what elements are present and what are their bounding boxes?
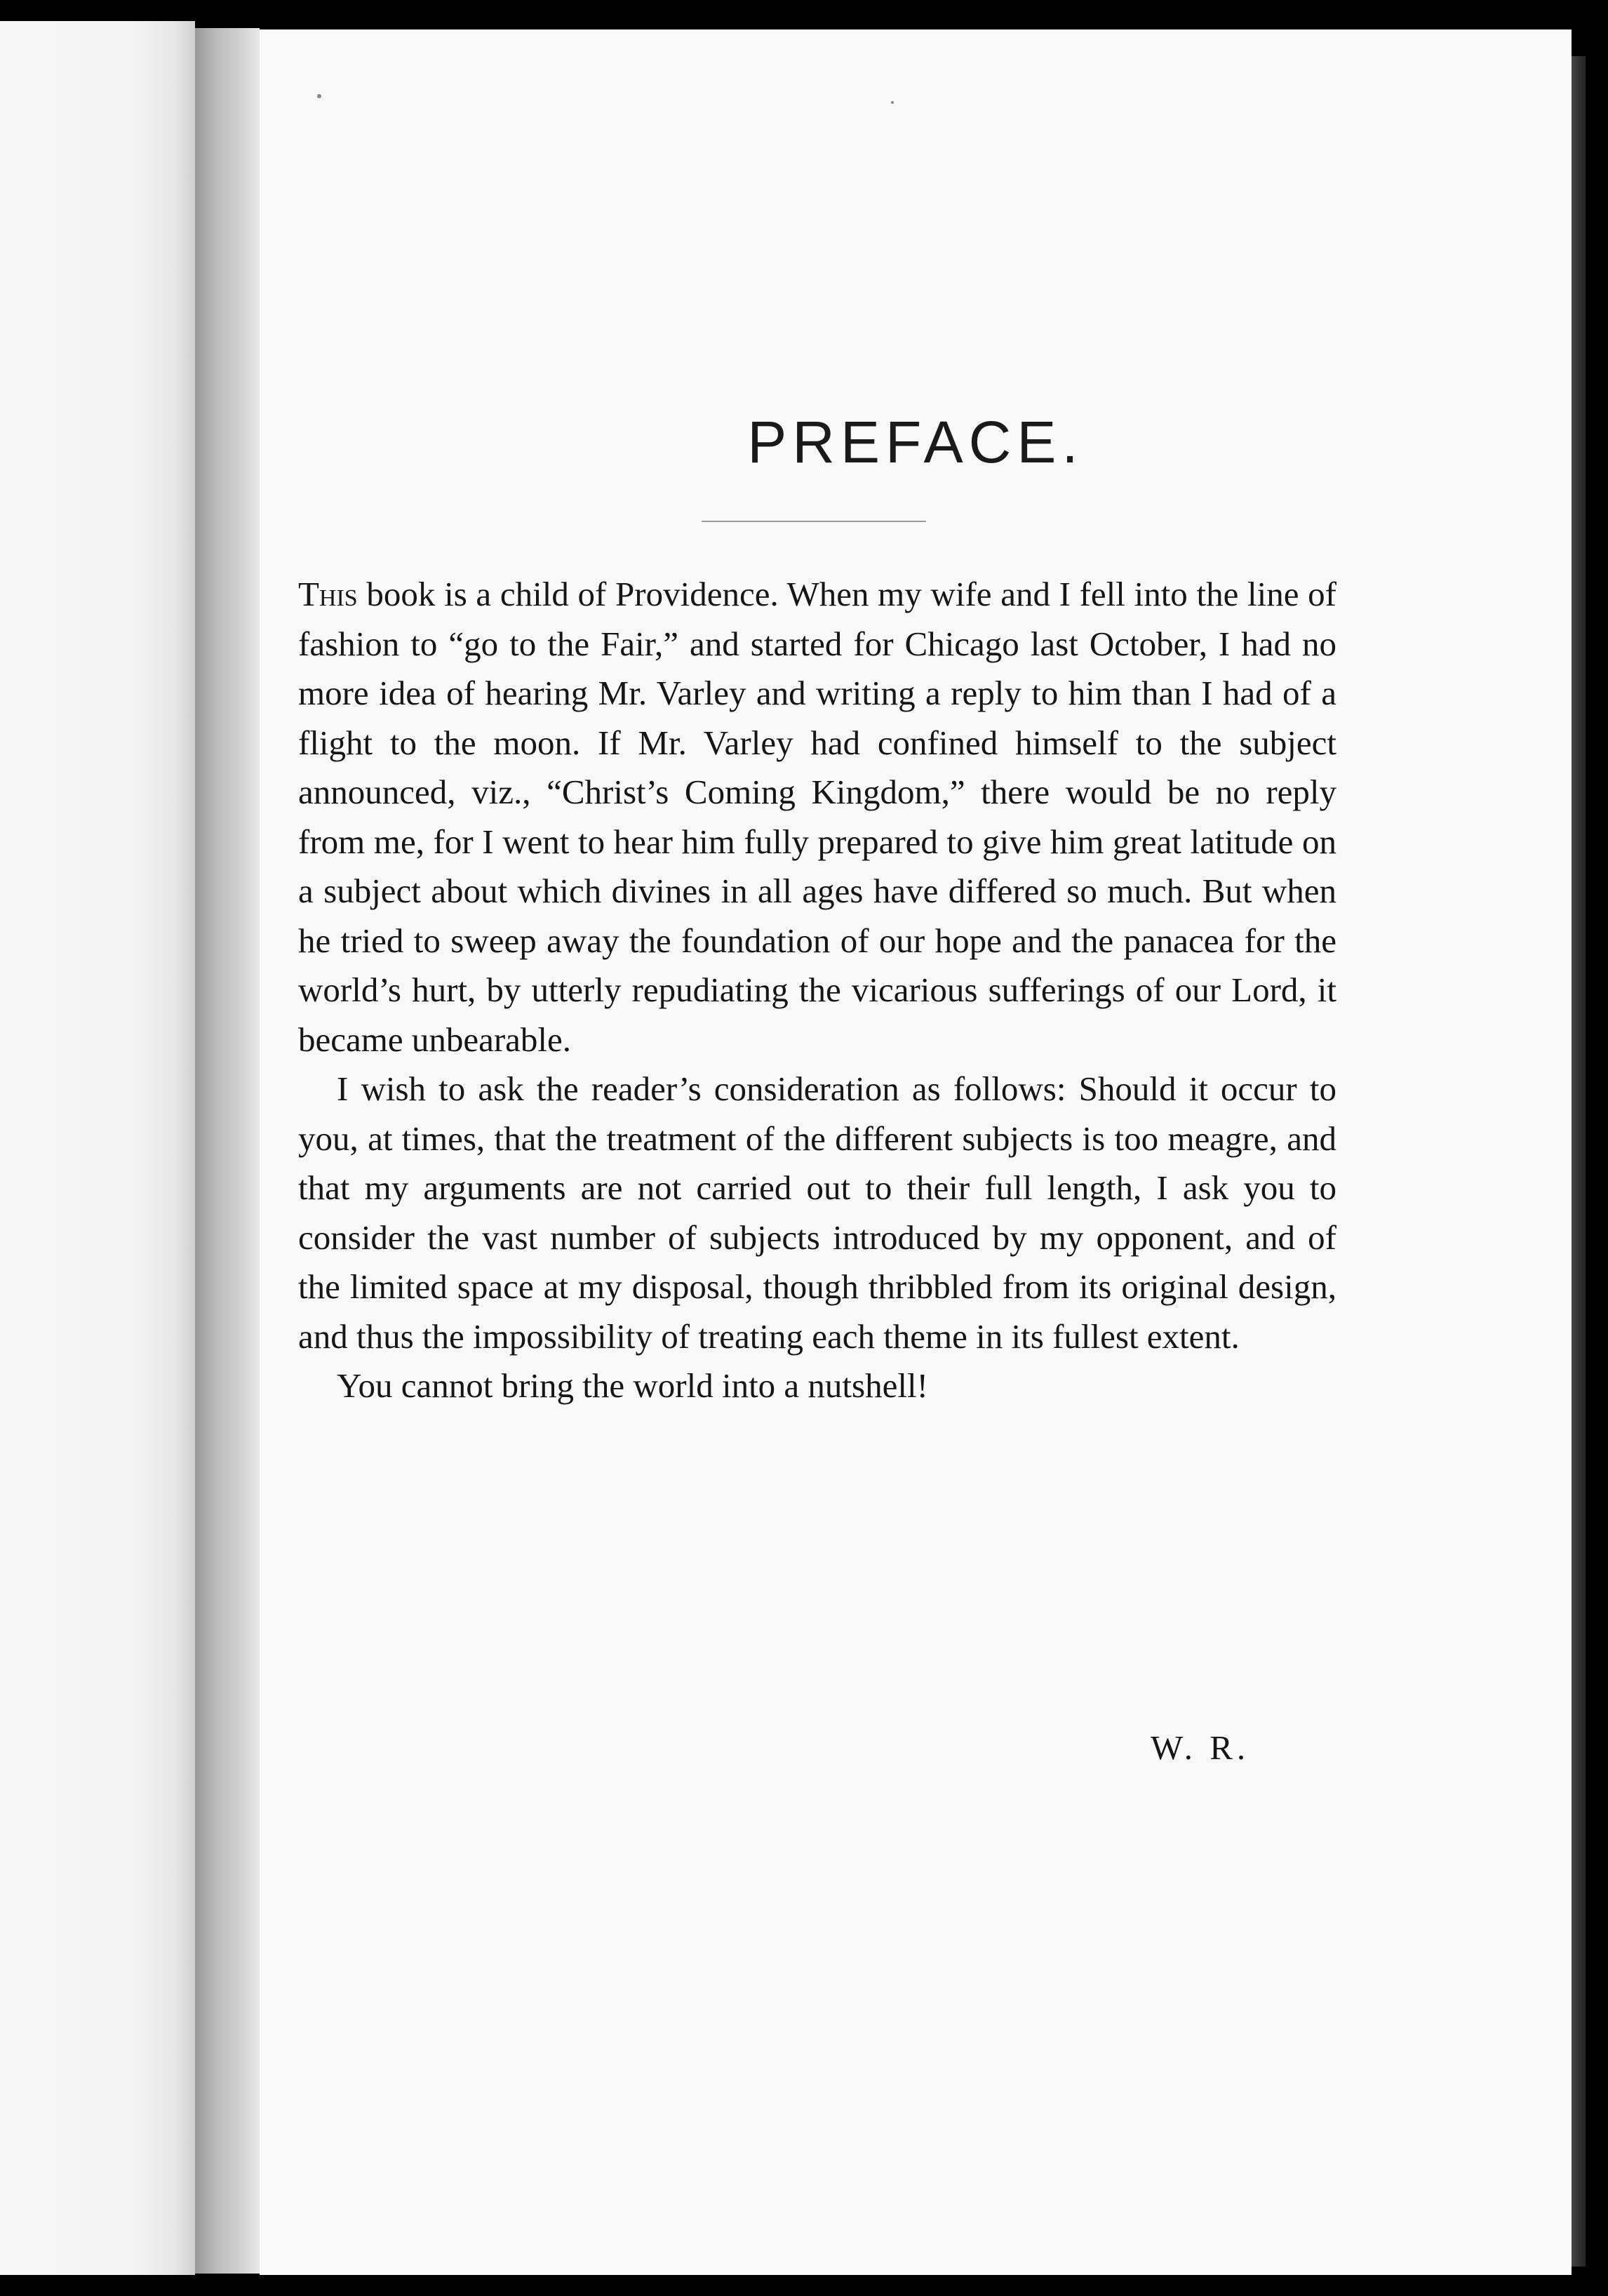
page-speck xyxy=(891,101,894,104)
paragraph-lead: This xyxy=(298,575,358,613)
book-page xyxy=(260,29,1572,2275)
left-page-edge xyxy=(0,21,195,2275)
paragraph-text: You cannot bring the world into a nutshell! xyxy=(337,1366,928,1405)
book-gutter xyxy=(195,28,260,2274)
title-rule xyxy=(702,521,926,522)
preface-body xyxy=(298,570,1336,1411)
paragraph-2 xyxy=(298,1064,1336,1361)
author-signature: W. R. xyxy=(1151,1728,1250,1767)
right-page-edge xyxy=(1572,56,1586,2267)
paragraph-text: I wish to ask the reader’s consideration as follows: Should it occur to you, at times, that the treatment of the different subjects is too meagre, and that my arguments are not carried out to their full length, I ask you to consider the vast number of subjects introduced by my opponent, and of the limited space at my disposal, though thribbled from its original design, and thus the impossibility of treating each theme in its fullest extent. xyxy=(298,1069,1336,1356)
page-speck xyxy=(317,94,321,98)
paragraph-1 xyxy=(298,570,1336,1064)
page-title: PREFACE. xyxy=(747,409,1084,475)
paragraph-3 xyxy=(298,1361,1336,1411)
paragraph-text: book is a child of Providence. When my wife and I fell into the line of fashion to “go to the Fair,” and started for Chicago last October, I had no more idea of hearing Mr. Varley and writing a reply to him than I had of a flight to the moon. If Mr. Varley had confined himself to the subject announced, viz., “Christ’s Coming Kingdom,” there would be no reply from me, for I went to hear him fully prepared to give him great latitude on a subject about which divines in all ages have differed so much. But when he tried to sweep away the foundation of our hope and the panacea for the world’s hurt, by utterly repudiating the vicarious sufferings of our Lord, it became unbearable. xyxy=(298,575,1336,1059)
